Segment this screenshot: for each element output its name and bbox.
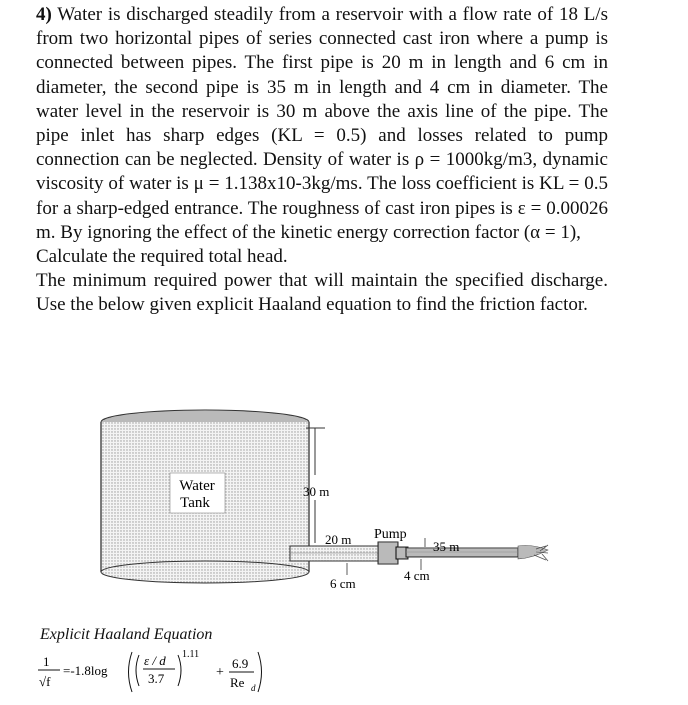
problem-paragraph: Water is discharged steadily from a reservoir with a flow rate of 18 L/s from two horizontal pipes of series connected cast iron where a pump is connected between pipes. The first pipe is 20 m in length and 6 cm in diameter, the second pipe is 35 m in length and 4 cm in diameter. The water level in the reservoir is 30 m above the axis line of the pipe. The pipe inlet has sharp edges (KL = 0.5) and losses related to pump connection can be neglected. Density of water is ρ = 1000kg/m3, dynamic viscosity of water is μ = 1.138x10-3kg/ms. The loss coefficient is KL = 0.5 for a sharp-edged entrance. The roughness of cast iron pipes is ε = 0.00026 m. By ignoring the effect of the kinetic energy correction factor (α = 1), [36, 4, 608, 243]
tank-label-line2: Tank [180, 495, 210, 511]
eq-term-denominator: Re [230, 675, 245, 690]
pipe2-diameter-label: 4 cm [404, 568, 430, 583]
task-1: Calculate the required total head. [36, 246, 288, 268]
haaland-equation [36, 646, 336, 700]
equation-caption: Explicit Haaland Equation [40, 626, 213, 643]
eq-lhs-denominator: √f [39, 674, 51, 689]
task-2: The minimum required power that will maintain the specified discharge. Use the below given explicit Haaland equation to find the friction factor. [36, 270, 608, 316]
pump-label: Pump [374, 527, 407, 542]
pipe-1 [290, 546, 380, 561]
eq-plus: + [216, 665, 224, 680]
problem-statement [36, 3, 608, 318]
eq-term-numerator: 6.9 [232, 656, 249, 671]
eq-lhs-numerator: 1 [43, 654, 50, 669]
pipe1-diameter-label: 6 cm [330, 576, 356, 591]
water-jet [518, 545, 548, 561]
eq-exponent: 1.11 [182, 649, 200, 660]
pump [378, 542, 408, 564]
problem-number: 4) [36, 4, 52, 25]
eq-term-subscript: d [251, 683, 256, 693]
tank-label-line1: Water [179, 478, 215, 494]
eq-ratio-denominator: 3.7 [148, 671, 165, 686]
height-label: 30 m [303, 484, 330, 499]
pipe2-length-label: 35 m [433, 539, 460, 554]
reservoir-pump-diagram [0, 395, 688, 625]
pipe-2 [406, 548, 518, 557]
eq-ratio-numerator: ε / d [144, 653, 166, 668]
pipe1-length-label: 20 m [325, 532, 352, 547]
eq-equals: =-1.8log [63, 663, 108, 678]
